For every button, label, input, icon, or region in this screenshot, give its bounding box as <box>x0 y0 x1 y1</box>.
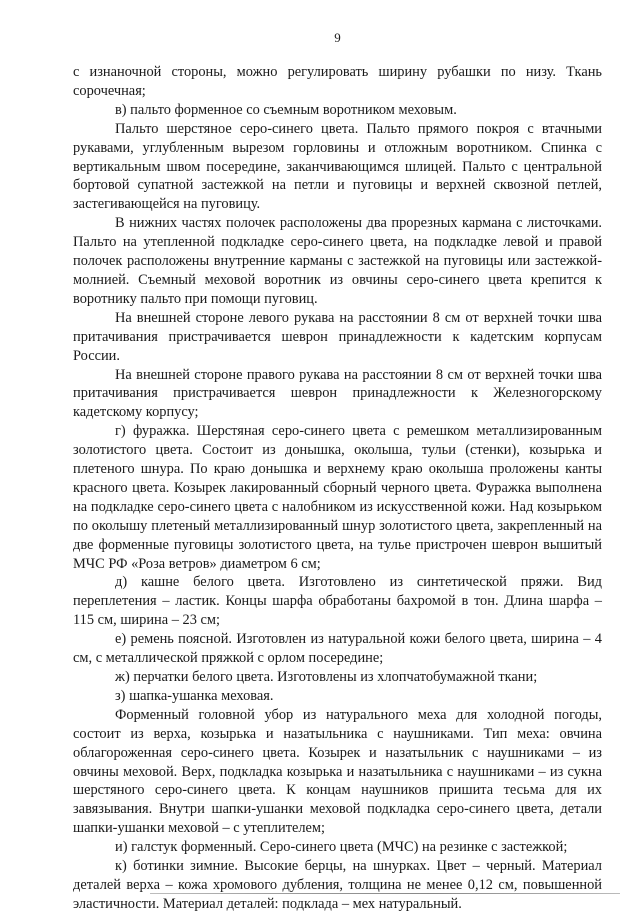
paragraph-2: в) пальто форменное со съемным воротником меховым. <box>115 101 457 118</box>
paragraph-14: к) ботинки зимние. Высокие берцы, на шнурках. Цвет – черный. Материал деталей верха – кожа хромового дубления, толщина не менее 0,12 см, повышенной эластичности. Материал деталей: подклада – мех натуральный. <box>73 858 602 912</box>
paragraph-7: г) фуражка. Шерстяная серо-синего цвета с ремешком металлизированным золотистого цвета. Состоит из донышка, околыша, тульи (стенки), козырька и плетеного шнура. По краю донышка и верхнему краю околыша проложены канты красного цвета. Козырек лакированный сборный черного цвета. Фуражка выполнена на подкладке серо-синего цвета с налобником из искусственной кожи. Над козырьком по околышу плетеный металлизированный шнур золотистого цвета, закрепленный на две форменные пуговицы золотистого цвета, на тулье пристрочен шеврон вышитый МЧС РФ «Роза ветров» диаметром 6 см; <box>73 423 602 572</box>
paragraph-10: ж) перчатки белого цвета. Изготовлены из хлопчатобумажной ткани; <box>115 669 538 685</box>
paragraph-1: с изнаночной стороны, можно регулировать ширину рубашки по низу. Ткань сорочечная; <box>73 64 602 99</box>
paragraph-3: Пальто шерстяное серо-синего цвета. Пальто прямого покроя с втачными рукавами, углубленным вырезом горловины и отложным воротником. Спинка с вертикальным швом посередине, заканчивающимся шлицей. Пальто с центральной бортовой супатной застежкой на петли и пуговицы и верхней сквозной петлей, застегивающейся на пуговицу. <box>73 120 602 213</box>
body-text <box>73 63 602 914</box>
paragraph-8: д) кашне белого цвета. Изготовлено из синтетической пряжи. Вид переплетения – ластик. Концы шарфа обработаны бахромой в тон. Длина шарфа – 115 см, ширина – 23 см; <box>73 574 602 629</box>
paragraph-6: На внешней стороне правого рукава на расстоянии 8 см от верхней точки шва притачивания пристрачивается шеврон принадлежности к Железногорскому кадетскому корпусу; <box>73 366 602 421</box>
paragraph-11: з) шапка-ушанка меховая. <box>115 687 274 704</box>
paragraph-12: Форменный головной убор из натурального меха для холодной погоды, состоит из верха, козырька и назатыльника с наушниками. Тип меха: овчина облагороженная серо-синего цвета. Козырек и назатыльник с наушниками – из овчины меховой. Верх, подкладка козырька и назатыльника с наушниками – из сукна шерстяного серо-синего цвета. К концам наушников пришита тесьма для их завязывания. Внутри шапки-ушанки меховой подкладка серо-синего цвета, детали шапки-ушанки меховой – с утеплителем; <box>73 706 602 837</box>
paragraph-13: и) галстук форменный. Серо-синего цвета (МЧС) на резинке с застежкой; <box>115 839 568 856</box>
bottom-edge-rule <box>150 893 620 894</box>
page-number: 9 <box>334 30 341 45</box>
paragraph-9: е) ремень поясной. Изготовлен из натуральной кожи белого цвета, ширина – 4 см, с металлической пряжкой с орлом посередине; <box>73 631 602 667</box>
paragraph-5: На внешней стороне левого рукава на расстоянии 8 см от верхней точки шва притачивания пристрачивается шеврон принадлежности к кадетским корпусам России. <box>73 309 602 364</box>
paragraph-4: В нижних частях полочек расположены два прорезных кармана с листочками. Пальто на утепленной подкладке серо-синего цвета, на подкладке левой и правой полочек расположены внутренние карманы с застежкой на пуговицы или застежкой-молнией. Съемный меховой воротник из овчины серо-синего цвета крепится к воротнику пальто при помощи пуговиц. <box>73 215 602 307</box>
